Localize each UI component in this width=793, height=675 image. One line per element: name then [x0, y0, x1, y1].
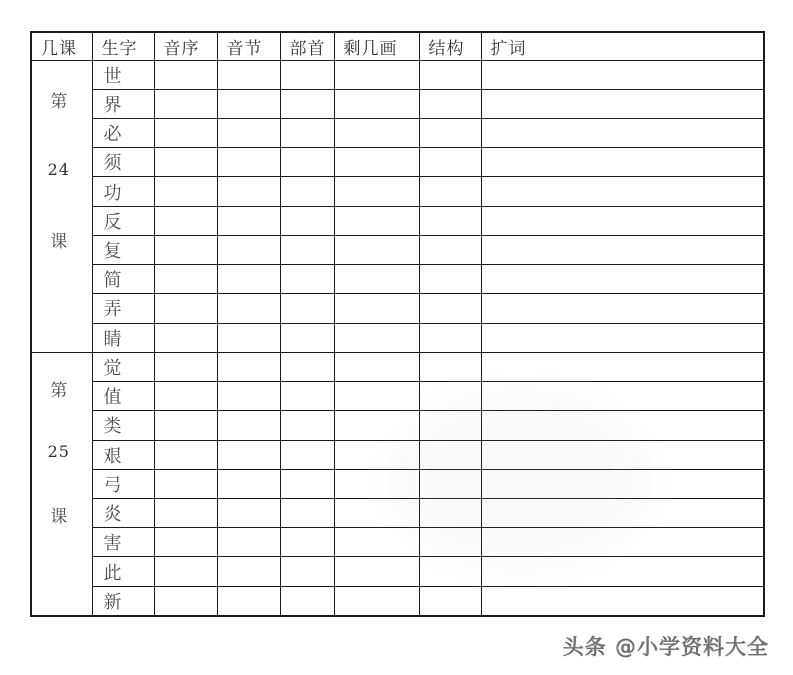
blank-cell: [154, 352, 217, 381]
character-cell: 炎: [92, 499, 154, 528]
blank-cell: [217, 352, 280, 381]
blank-cell: [334, 440, 419, 469]
table-row: [31, 60, 764, 89]
blank-cell: [419, 586, 481, 616]
blank-cell: [217, 265, 280, 294]
table-body: [31, 60, 764, 616]
table-row: [31, 382, 764, 411]
vocabulary-table: [30, 31, 765, 617]
lesson-cell-24: [31, 60, 92, 352]
blank-cell: [334, 148, 419, 177]
blank-cell: [154, 469, 217, 498]
blank-cell: [481, 118, 764, 147]
blank-cell: [217, 411, 280, 440]
blank-cell: [280, 294, 334, 323]
character-cell: 觉: [92, 352, 154, 381]
blank-cell: [154, 265, 217, 294]
blank-cell: [334, 265, 419, 294]
blank-cell: [154, 89, 217, 118]
blank-cell: [154, 294, 217, 323]
blank-cell: [280, 148, 334, 177]
blank-cell: [280, 118, 334, 147]
character-cell: 睛: [92, 323, 154, 352]
character-cell: 界: [92, 89, 154, 118]
character-cell: 类: [92, 411, 154, 440]
blank-cell: [481, 60, 764, 89]
blank-cell: [334, 118, 419, 147]
table-row: [31, 148, 764, 177]
blank-cell: [217, 440, 280, 469]
blank-cell: [280, 411, 334, 440]
blank-cell: [154, 557, 217, 586]
blank-cell: [154, 528, 217, 557]
blank-cell: [481, 323, 764, 352]
column-header-1: 几课: [31, 32, 92, 60]
blank-cell: [481, 177, 764, 206]
blank-cell: [154, 235, 217, 264]
blank-cell: [280, 469, 334, 498]
blank-cell: [280, 177, 334, 206]
blank-cell: [154, 382, 217, 411]
blank-cell: [217, 382, 280, 411]
blank-cell: [154, 323, 217, 352]
blank-cell: [217, 469, 280, 498]
blank-cell: [481, 382, 764, 411]
blank-cell: [481, 89, 764, 118]
character-cell: 值: [92, 382, 154, 411]
character-cell: 功: [92, 177, 154, 206]
blank-cell: [334, 323, 419, 352]
blank-cell: [334, 294, 419, 323]
blank-cell: [419, 206, 481, 235]
blank-cell: [217, 528, 280, 557]
blank-cell: [280, 440, 334, 469]
table-row: [31, 206, 764, 235]
column-header-8: 扩词: [481, 32, 764, 60]
blank-cell: [419, 89, 481, 118]
character-cell: 复: [92, 235, 154, 264]
blank-cell: [481, 352, 764, 381]
table-row: [31, 440, 764, 469]
table-row: [31, 177, 764, 206]
blank-cell: [154, 499, 217, 528]
blank-cell: [280, 499, 334, 528]
character-cell: 必: [92, 118, 154, 147]
blank-cell: [334, 89, 419, 118]
blank-cell: [419, 148, 481, 177]
blank-cell: [154, 148, 217, 177]
blank-cell: [154, 411, 217, 440]
table-row: [31, 89, 764, 118]
blank-cell: [419, 265, 481, 294]
blank-cell: [217, 235, 280, 264]
character-cell: 弓: [92, 469, 154, 498]
blank-cell: [481, 206, 764, 235]
blank-cell: [481, 265, 764, 294]
blank-cell: [481, 528, 764, 557]
blank-cell: [419, 499, 481, 528]
blank-cell: [217, 177, 280, 206]
blank-cell: [217, 557, 280, 586]
blank-cell: [419, 557, 481, 586]
character-cell: 艰: [92, 440, 154, 469]
blank-cell: [280, 235, 334, 264]
blank-cell: [154, 586, 217, 616]
column-header-2: 生字: [92, 32, 154, 60]
blank-cell: [419, 60, 481, 89]
column-header-3: 音序: [154, 32, 217, 60]
blank-cell: [481, 148, 764, 177]
blank-cell: [419, 440, 481, 469]
blank-cell: [217, 148, 280, 177]
character-cell: 须: [92, 148, 154, 177]
character-cell: 世: [92, 60, 154, 89]
column-header-7: 结构: [419, 32, 481, 60]
blank-cell: [419, 323, 481, 352]
blank-cell: [419, 411, 481, 440]
blank-cell: [419, 118, 481, 147]
blank-cell: [481, 499, 764, 528]
column-header-4: 音节: [217, 32, 280, 60]
lesson-prefix: 第: [50, 91, 68, 112]
blank-cell: [280, 382, 334, 411]
blank-cell: [154, 177, 217, 206]
blank-cell: [334, 235, 419, 264]
blank-cell: [481, 469, 764, 498]
blank-cell: [217, 60, 280, 89]
blank-cell: [419, 352, 481, 381]
character-cell: 害: [92, 528, 154, 557]
blank-cell: [334, 382, 419, 411]
blank-cell: [419, 294, 481, 323]
blank-cell: [334, 411, 419, 440]
character-cell: 此: [92, 557, 154, 586]
character-cell: 反: [92, 206, 154, 235]
blank-cell: [217, 323, 280, 352]
blank-cell: [481, 411, 764, 440]
blank-cell: [334, 177, 419, 206]
character-cell: 弄: [92, 294, 154, 323]
table-row: [31, 265, 764, 294]
column-header-6: 剩几画: [334, 32, 419, 60]
blank-cell: [419, 235, 481, 264]
blank-cell: [334, 352, 419, 381]
table-row: [31, 469, 764, 498]
blank-cell: [481, 235, 764, 264]
table-row: [31, 586, 764, 616]
blank-cell: [217, 499, 280, 528]
lesson-prefix: 第: [50, 381, 68, 402]
table-row: [31, 294, 764, 323]
blank-cell: [334, 206, 419, 235]
blank-cell: [334, 499, 419, 528]
lesson-cell-25: [31, 352, 92, 616]
table-row: [31, 118, 764, 147]
blank-cell: [419, 382, 481, 411]
watermark-text: 头条 @小学资料大全: [562, 635, 769, 659]
blank-cell: [217, 586, 280, 616]
table-row: [31, 528, 764, 557]
character-cell: 新: [92, 586, 154, 616]
blank-cell: [334, 528, 419, 557]
table-row: [31, 235, 764, 264]
table-row: [31, 411, 764, 440]
column-header-5: 部首: [280, 32, 334, 60]
blank-cell: [481, 294, 764, 323]
blank-cell: [154, 118, 217, 147]
blank-cell: [334, 469, 419, 498]
blank-cell: [154, 440, 217, 469]
blank-cell: [217, 294, 280, 323]
blank-cell: [334, 586, 419, 616]
blank-cell: [334, 60, 419, 89]
header-row: [31, 32, 764, 60]
lesson-suffix: 课: [50, 507, 68, 528]
blank-cell: [481, 440, 764, 469]
blank-cell: [217, 118, 280, 147]
blank-cell: [217, 89, 280, 118]
lesson-number: 24: [47, 159, 70, 179]
lesson-suffix: 课: [50, 231, 68, 252]
blank-cell: [217, 206, 280, 235]
blank-cell: [481, 586, 764, 616]
blank-cell: [280, 528, 334, 557]
blank-cell: [154, 206, 217, 235]
blank-cell: [334, 557, 419, 586]
blank-cell: [280, 352, 334, 381]
blank-cell: [419, 469, 481, 498]
blank-cell: [419, 177, 481, 206]
blank-cell: [280, 265, 334, 294]
blank-cell: [280, 206, 334, 235]
blank-cell: [280, 60, 334, 89]
table-row: [31, 499, 764, 528]
table-row: [31, 352, 764, 381]
blank-cell: [419, 528, 481, 557]
blank-cell: [280, 323, 334, 352]
blank-cell: [280, 557, 334, 586]
character-cell: 简: [92, 265, 154, 294]
blank-cell: [280, 586, 334, 616]
lesson-number: 25: [47, 441, 70, 461]
blank-cell: [154, 60, 217, 89]
table-row: [31, 323, 764, 352]
table-row: [31, 557, 764, 586]
blank-cell: [481, 557, 764, 586]
blank-cell: [280, 89, 334, 118]
